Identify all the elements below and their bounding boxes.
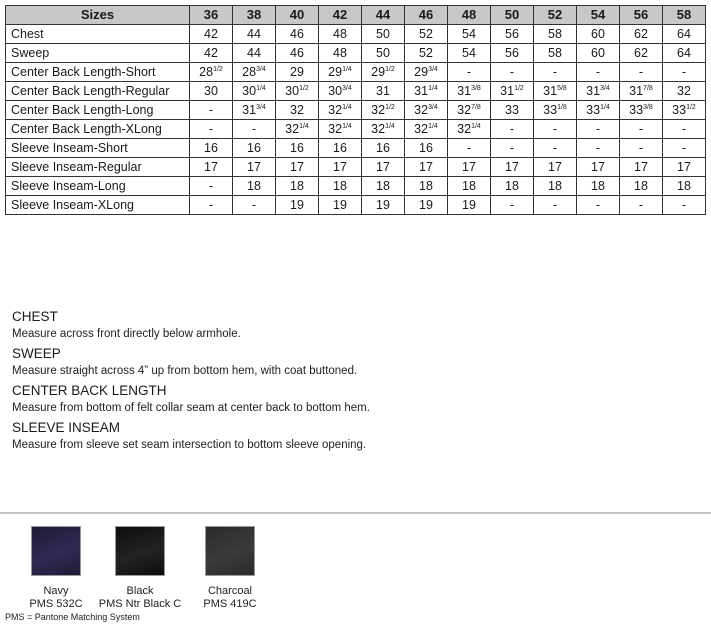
table-row (6, 101, 706, 120)
color-option-charcoal (185, 526, 275, 611)
table-cell: $33^{3/8}$ (620, 101, 663, 120)
table-cell: 62 (620, 25, 663, 44)
row-label: Sleeve Inseam-Short (6, 139, 190, 158)
table-cell: $31^{1/4}$ (405, 82, 448, 101)
table-cell: 46 (276, 44, 319, 63)
header-size: 46 (405, 6, 448, 25)
table-cell: 17 (663, 158, 706, 177)
table-cell: 56 (491, 44, 534, 63)
table-cell: 42 (190, 25, 233, 44)
table-cell: - (448, 63, 491, 82)
table-cell: $29^{1/2}$ (362, 63, 405, 82)
table-cell: $28^{3/4}$ (233, 63, 276, 82)
table-cell: - (190, 177, 233, 196)
swatch-pms: PMS 532C (29, 598, 83, 610)
swatch-name: Black (126, 585, 154, 597)
table-cell: 16 (276, 139, 319, 158)
table-cell: $31^{3/8}$ (448, 82, 491, 101)
definition-desc-center-back-length: Measure from bottom of felt collar seam at center back to bottom hem. (12, 402, 370, 414)
table-cell: - (491, 196, 534, 215)
table-cell: $31^{7/8}$ (620, 82, 663, 101)
table-cell: 18 (319, 177, 362, 196)
table-cell: 17 (190, 158, 233, 177)
table-cell: $28^{1/2}$ (190, 63, 233, 82)
table-cell: 17 (491, 158, 534, 177)
table-cell: 18 (620, 177, 663, 196)
table-cell: 42 (190, 44, 233, 63)
table-cell: 19 (448, 196, 491, 215)
table-cell: $30^{1/4}$ (233, 82, 276, 101)
header-size: 36 (190, 6, 233, 25)
table-row (6, 177, 706, 196)
table-cell: 17 (448, 158, 491, 177)
table-cell: 19 (405, 196, 448, 215)
table-cell: - (491, 139, 534, 158)
table-cell: $32^{7/8}$ (448, 101, 491, 120)
definition-term-center-back-length: CENTER BACK LENGTH (12, 383, 167, 398)
header-size: 50 (491, 6, 534, 25)
row-label: Center Back Length-Regular (6, 82, 190, 101)
table-cell: 19 (276, 196, 319, 215)
table-cell: 50 (362, 25, 405, 44)
table-cell: - (491, 120, 534, 139)
table-cell: 19 (362, 196, 405, 215)
table-cell: - (620, 139, 663, 158)
table-cell: $30^{1/2}$ (276, 82, 319, 101)
table-row (6, 196, 706, 215)
pms-footnote: PMS = Pantone Matching System (5, 612, 140, 622)
table-row (6, 158, 706, 177)
table-cell: 32 (276, 101, 319, 120)
definition-desc-sleeve-inseam: Measure from sleeve set seam intersection to bottom sleeve opening. (12, 439, 367, 451)
navy-swatch (31, 526, 81, 576)
header-size: 54 (577, 6, 620, 25)
charcoal-swatch (205, 526, 255, 576)
table-cell: - (663, 139, 706, 158)
definition-desc-sweep: Measure straight across 4” up from bottom hem, with coat buttoned. (12, 365, 358, 377)
table-cell: 46 (276, 25, 319, 44)
table-cell: - (190, 101, 233, 120)
table-cell: - (577, 196, 620, 215)
table-cell: - (577, 120, 620, 139)
table-cell: - (663, 196, 706, 215)
table-cell: $32^{1/4}$ (448, 120, 491, 139)
table-cell: $31^{3/4}$ (233, 101, 276, 120)
table-cell: $31^{1/2}$ (491, 82, 534, 101)
table-row (6, 139, 706, 158)
table-cell: 16 (362, 139, 405, 158)
table-cell: 18 (276, 177, 319, 196)
table-cell: 64 (663, 44, 706, 63)
table-cell: - (620, 196, 663, 215)
table-cell: - (620, 120, 663, 139)
table-cell: 54 (448, 25, 491, 44)
table-cell: 17 (362, 158, 405, 177)
table-cell: - (448, 139, 491, 158)
table-row (6, 82, 706, 101)
header-size: 44 (362, 6, 405, 25)
table-cell: $33^{1/8}$ (534, 101, 577, 120)
table-cell: 18 (663, 177, 706, 196)
table-cell: - (534, 196, 577, 215)
table-cell: $33^{1/2}$ (663, 101, 706, 120)
table-cell: 64 (663, 25, 706, 44)
measurement-definitions (12, 308, 702, 456)
header-size: 38 (233, 6, 276, 25)
table-cell: $32^{1/4}$ (276, 120, 319, 139)
swatch-pms: PMS Ntr Black C (98, 598, 182, 610)
color-option-black (95, 526, 185, 611)
table-cell: 62 (620, 44, 663, 63)
black-swatch (115, 526, 165, 576)
table-cell: 17 (620, 158, 663, 177)
header-sizes: Sizes (6, 6, 190, 25)
table-cell: 17 (577, 158, 620, 177)
header-size: 52 (534, 6, 577, 25)
table-cell: 18 (362, 177, 405, 196)
table-cell: 30 (190, 82, 233, 101)
table-cell: 52 (405, 44, 448, 63)
row-label: Sleeve Inseam-Regular (6, 158, 190, 177)
table-cell: 52 (405, 25, 448, 44)
table-cell: $32^{1/4}$ (362, 120, 405, 139)
header-size: 56 (620, 6, 663, 25)
table-cell: - (663, 120, 706, 139)
header-size: 40 (276, 6, 319, 25)
table-cell: 29 (276, 63, 319, 82)
table-cell: 16 (233, 139, 276, 158)
size-chart-table (5, 5, 706, 215)
table-cell: $32^{1/4}$ (405, 120, 448, 139)
color-option-navy (11, 526, 101, 611)
table-cell: - (233, 196, 276, 215)
table-cell: 48 (319, 44, 362, 63)
row-label: Center Back Length-Short (6, 63, 190, 82)
table-cell: $29^{1/4}$ (319, 63, 362, 82)
definition-term-sleeve-inseam: SLEEVE INSEAM (12, 420, 121, 435)
table-cell: - (577, 63, 620, 82)
table-cell: 50 (362, 44, 405, 63)
table-cell: 33 (491, 101, 534, 120)
header-size: 42 (319, 6, 362, 25)
table-row (6, 120, 706, 139)
table-cell: 54 (448, 44, 491, 63)
table-cell: - (534, 139, 577, 158)
table-cell: 19 (319, 196, 362, 215)
table-cell: 18 (534, 177, 577, 196)
table-cell: $31^{3/4}$ (577, 82, 620, 101)
table-cell: $32^{1/2}$ (362, 101, 405, 120)
definition-desc-chest: Measure across front directly below armhole. (12, 328, 241, 340)
table-cell: $32^{3/4}$ (405, 101, 448, 120)
table-cell: 16 (319, 139, 362, 158)
table-cell: - (663, 63, 706, 82)
table-cell: 17 (534, 158, 577, 177)
table-cell: $32^{1/4}$ (319, 120, 362, 139)
table-cell: $31^{5/8}$ (534, 82, 577, 101)
table-cell: $33^{1/4}$ (577, 101, 620, 120)
table-cell: 48 (319, 25, 362, 44)
table-cell: - (491, 63, 534, 82)
row-label: Center Back Length-Long (6, 101, 190, 120)
definition-term-chest: CHEST (12, 309, 58, 324)
table-cell: - (190, 196, 233, 215)
table-cell: - (190, 120, 233, 139)
table-cell: - (233, 120, 276, 139)
table-cell: 60 (577, 25, 620, 44)
table-cell: 18 (448, 177, 491, 196)
header-size: 58 (663, 6, 706, 25)
table-cell: $32^{1/4}$ (319, 101, 362, 120)
table-cell: 18 (491, 177, 534, 196)
row-label: Sleeve Inseam-XLong (6, 196, 190, 215)
table-cell: 32 (663, 82, 706, 101)
table-cell: 16 (405, 139, 448, 158)
row-label: Sleeve Inseam-Long (6, 177, 190, 196)
header-row (6, 6, 706, 25)
table-cell: 58 (534, 44, 577, 63)
table-cell: 58 (534, 25, 577, 44)
color-swatches-section (0, 512, 711, 631)
row-label: Center Back Length-XLong (6, 120, 190, 139)
table-row (6, 25, 706, 44)
table-cell: 18 (233, 177, 276, 196)
swatch-name: Navy (43, 585, 69, 597)
table-cell: 17 (233, 158, 276, 177)
table-cell: - (577, 139, 620, 158)
table-cell: 16 (190, 139, 233, 158)
table-cell: 44 (233, 25, 276, 44)
table-row (6, 44, 706, 63)
table-cell: 17 (276, 158, 319, 177)
table-cell: 17 (319, 158, 362, 177)
table-cell: 31 (362, 82, 405, 101)
row-label: Chest (6, 25, 190, 44)
table-cell: 60 (577, 44, 620, 63)
table-cell: 18 (405, 177, 448, 196)
table-cell: $30^{3/4}$ (319, 82, 362, 101)
table-cell: - (534, 63, 577, 82)
row-label: Sweep (6, 44, 190, 63)
table-cell: 18 (577, 177, 620, 196)
table-cell: $29^{3/4}$ (405, 63, 448, 82)
table-cell: 17 (405, 158, 448, 177)
header-size: 48 (448, 6, 491, 25)
table-cell: 44 (233, 44, 276, 63)
swatch-name: Charcoal (207, 585, 253, 597)
table-cell: - (534, 120, 577, 139)
table-cell: - (620, 63, 663, 82)
definition-term-sweep: SWEEP (12, 346, 61, 361)
table-cell: 56 (491, 25, 534, 44)
table-row (6, 63, 706, 82)
swatch-pms: PMS 419C (203, 598, 257, 610)
